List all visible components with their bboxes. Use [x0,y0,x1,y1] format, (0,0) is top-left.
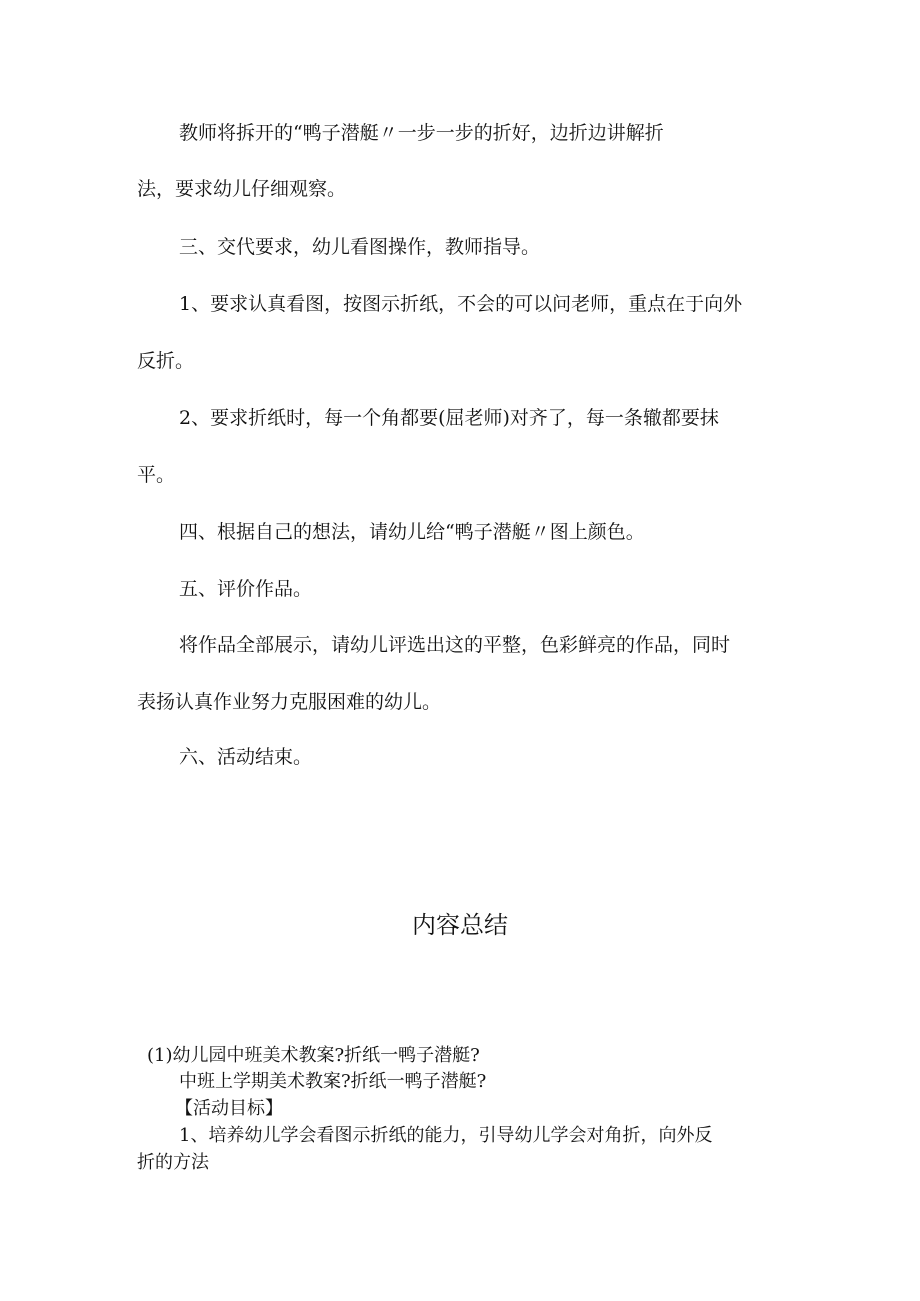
paragraph-3-line-1: 1、要求认真看图，按图示折纸，不会的可以问老师，重点在于向外 [179,293,743,315]
paragraph-5: 四、根据自己的想法，请幼儿给“鸭子潜艇〃图上颜色。 [179,521,645,543]
paragraph-8: 六、活动结束。 [179,746,313,768]
paragraph-1-line-1: 教师将拆开的“鸭子潜艇〃一步一步的折好，边折边讲解折 [179,122,664,144]
summary-line-4: 1、培养幼儿学会看图示折纸的能力，引导幼儿学会对角折，向外反 [179,1125,713,1146]
paragraph-7-line-2: 表扬认真作业努力克服困难的幼儿。 [137,691,442,713]
summary-line-5: 折的方法 [137,1152,209,1173]
summary-line-3: 【活动目标】 [175,1098,283,1119]
paragraph-6: 五、评价作品。 [179,578,313,600]
paragraph-3-line-2: 反折。 [137,350,195,372]
summary-line-2: 中班上学期美术教案?折纸一鸭子潜艇? [179,1071,487,1092]
paragraph-4-line-1: 2、要求折纸时，每一个角都要(屈老师)对齐了，每一条辙都要抹 [179,407,719,429]
paragraph-2: 三、交代要求，幼儿看图操作，教师指导。 [179,236,541,258]
summary-title: 内容总结 [412,911,508,939]
paragraph-4-line-2: 平。 [137,464,176,486]
summary-line-1: (1)幼儿园中班美术教案?折纸一鸭子潜艇? [147,1045,480,1066]
paragraph-1-line-2: 法，要求幼儿仔细观察。 [137,178,347,200]
paragraph-7-line-1: 将作品全部展示，请幼儿评选出这的平整，色彩鲜亮的作品，同时 [179,634,731,656]
